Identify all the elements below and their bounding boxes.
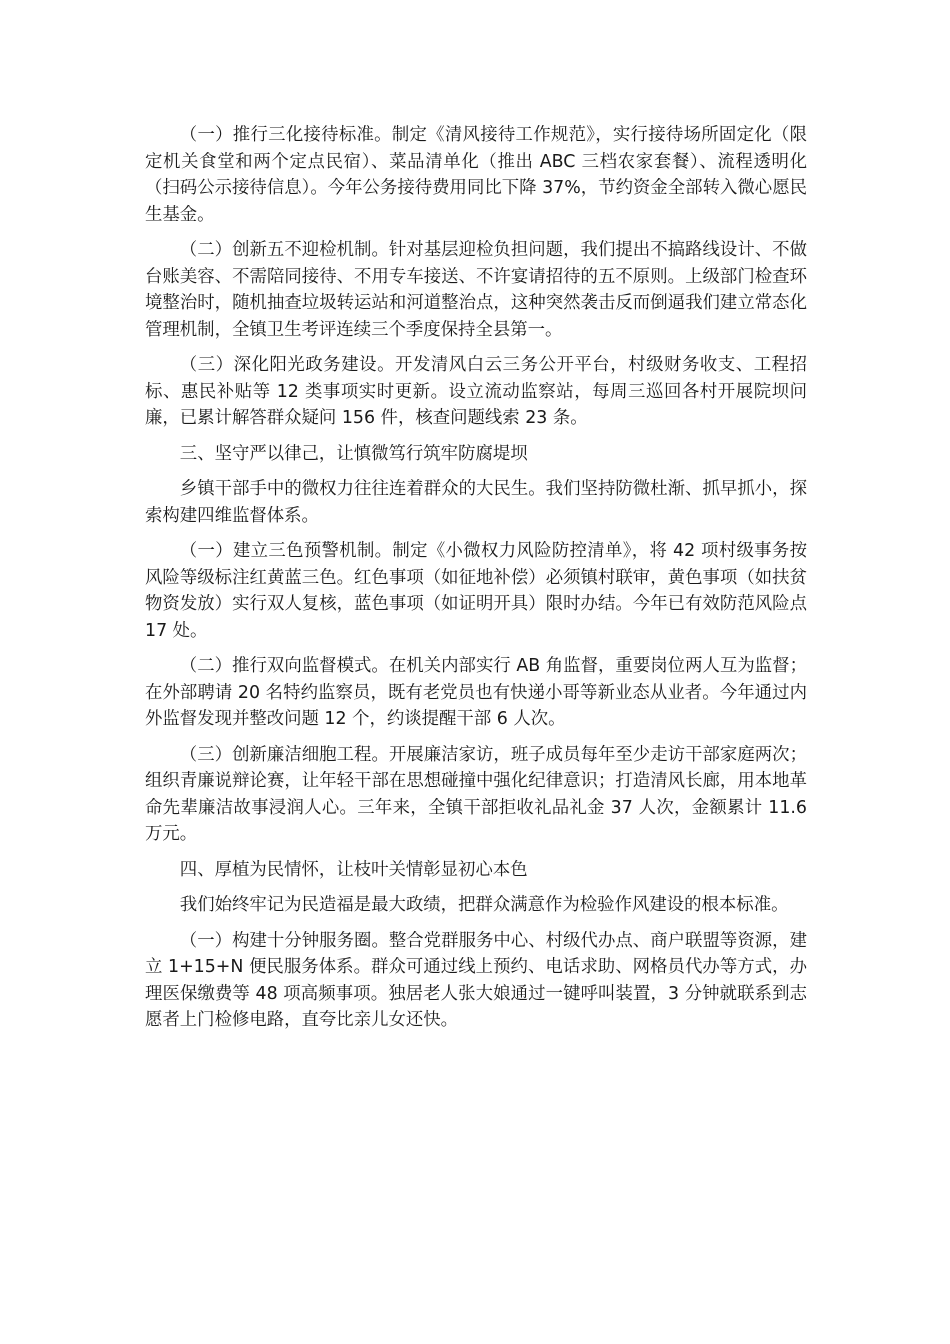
paragraph-service-circle: （一）构建十分钟服务圈。整合党群服务中心、村级代办点、商户联盟等资源，建立 1+15+N 便民服务体系。群众可通过线上预约、电话求助、网格员代办等方式，办理医保缴费等 48 项高频事项。独居老人张大娘通过一键呼叫装置，3 分钟就联系到志愿者上门检修电路，直夸比亲儿女还快。: [145, 930, 807, 1030]
paragraph-two-way-supervision: （二）推行双向监督模式。在机关内部实行 AB 角监督，重要岗位两人互为监督；在外部聘请 20 名特约监察员，既有老党员也有快递小哥等新业态从业者。今年通过内外监督发现并整改问题 12 个，约谈提醒干部 6 人次。: [145, 656, 807, 729]
paragraph-inspection-mechanism: （二）创新五不迎检机制。针对基层迎检负担问题，我们提出不搞路线设计、不做台账美容、不需陪同接待、不用专车接送、不许宴请招待的五不原则。上级部门检查环境整治时，随机抽查垃圾转运站和河道整治点，这种突然袭击反而倒逼我们建立常态化管理机制，全镇卫生考评连续三个季度保持全县第一。: [145, 240, 807, 340]
paragraph-three-color-warning: （一）建立三色预警机制。制定《小微权力风险防控清单》，将 42 项村级事务按风险等级标注红黄蓝三色。红色事项（如征地补偿）必须镇村联审，黄色事项（如扶贫物资发放）实行双人复核，蓝色事项（如证明开具）限时办结。今年已有效防范风险点 17 处。: [145, 541, 807, 641]
paragraph-reception-standards: （一）推行三化接待标准。制定《清风接待工作规范》，实行接待场所固定化（限定机关食堂和两个定点民宿）、菜品清单化（推出 ABC 三档农家套餐）、流程透明化（扫码公示接待信息）。今年公务接待费用同比下降 37%，节约资金全部转入微心愿民生基金。: [145, 125, 807, 225]
paragraph-sunshine-governance: （三）深化阳光政务建设。开发清风白云三务公开平台，村级财务收支、工程招标、惠民补贴等 12 类事项实时更新。设立流动监察站，每周三巡回各村开展院坝问廉，已累计解答群众疑问 156 件，核查问题线索 23 条。: [145, 355, 807, 428]
section-heading-three: 三、坚守严以律己，让慎微笃行筑牢防腐堤坝: [179, 443, 528, 464]
paragraph-section-four-intro: 我们始终牢记为民造福是最大政绩，把群众满意作为检验作风建设的根本标准。: [179, 895, 789, 915]
section-heading-four: 四、厚植为民情怀，让枝叶关情彰显初心本色: [179, 859, 528, 880]
paragraph-integrity-cell: （三）创新廉洁细胞工程。开展廉洁家访，班子成员每年至少走访干部家庭两次；组织青廉说辩论赛，让年轻干部在思想碰撞中强化纪律意识；打造清风长廊，用本地革命先辈廉洁故事浸润人心。三年来，全镇干部拒收礼品礼金 37 人次，金额累计 11.6 万元。: [145, 744, 807, 844]
paragraph-section-three-intro: 乡镇干部手中的微权力往往连着群众的大民生。我们坚持防微杜渐、抓早抓小，探索构建四维监督体系。: [145, 479, 807, 526]
document-body: [145, 122, 807, 1043]
